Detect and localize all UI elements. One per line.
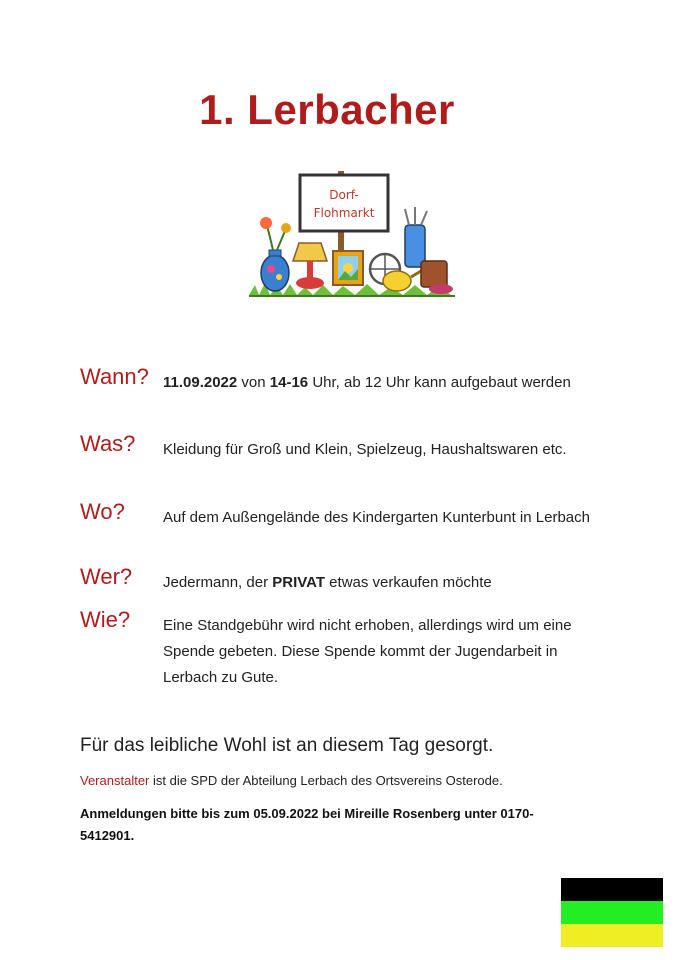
registration-note: Anmeldungen bitte bis zum 05.09.2022 bei Mireille Rosenberg unter 0170-5412901.	[80, 806, 534, 843]
answer-span: Jedermann, der	[163, 574, 273, 591]
question-label: Wer?	[80, 564, 133, 589]
sign-line-1: Dorf-	[329, 188, 359, 202]
organizer-label: Veranstalter	[80, 773, 150, 788]
flag-graphic	[561, 878, 663, 947]
answer-bold: 11.09.2022	[163, 374, 238, 391]
answer-text	[163, 613, 603, 691]
answer-span: von	[237, 374, 270, 391]
organizer-text: ist die SPD der Abteilung Lerbach des Ortsvereins Osterode.	[149, 773, 503, 788]
catering-note: Für das leibliche Wohl ist an diesem Tag gesorgt.	[80, 735, 494, 756]
flag-stripe-yellow	[561, 924, 663, 947]
answer-text	[163, 370, 603, 396]
answer-text	[163, 570, 603, 596]
question-label: Wann?	[80, 364, 149, 389]
question-label: Was?	[80, 431, 136, 456]
answer-text	[163, 505, 603, 531]
flea-market-illustration	[245, 165, 459, 300]
flag-stripe-green	[561, 901, 663, 924]
sign-line-2: Flohmarkt	[313, 206, 375, 220]
answer-span: Auf dem Außengelände des Kindergarten Kunterbunt in Lerbach	[163, 509, 590, 526]
organizer-note	[80, 773, 503, 788]
answer-span: Uhr, ab 12 Uhr kann aufgebaut werden	[308, 374, 571, 391]
answer-bold: PRIVAT	[272, 574, 326, 591]
answer-span: Kleidung für Groß und Klein, Spielzeug, Haushaltswaren etc.	[163, 441, 567, 458]
question-label: Wo?	[80, 499, 125, 524]
answer-text	[163, 437, 603, 463]
answer-span: Eine Standgebühr wird nicht erhoben, allerdings wird um eine Spende gebeten. Diese Spende kommt der Jugendarbeit in Lerbach zu Gute.	[163, 617, 572, 686]
answer-span: etwas verkaufen möchte	[325, 574, 492, 591]
question-label: Wie?	[80, 607, 131, 632]
flag-stripe-black	[561, 878, 663, 901]
answer-bold: 14-16	[269, 374, 309, 391]
page-title: 1. Lerbacher	[199, 86, 455, 133]
